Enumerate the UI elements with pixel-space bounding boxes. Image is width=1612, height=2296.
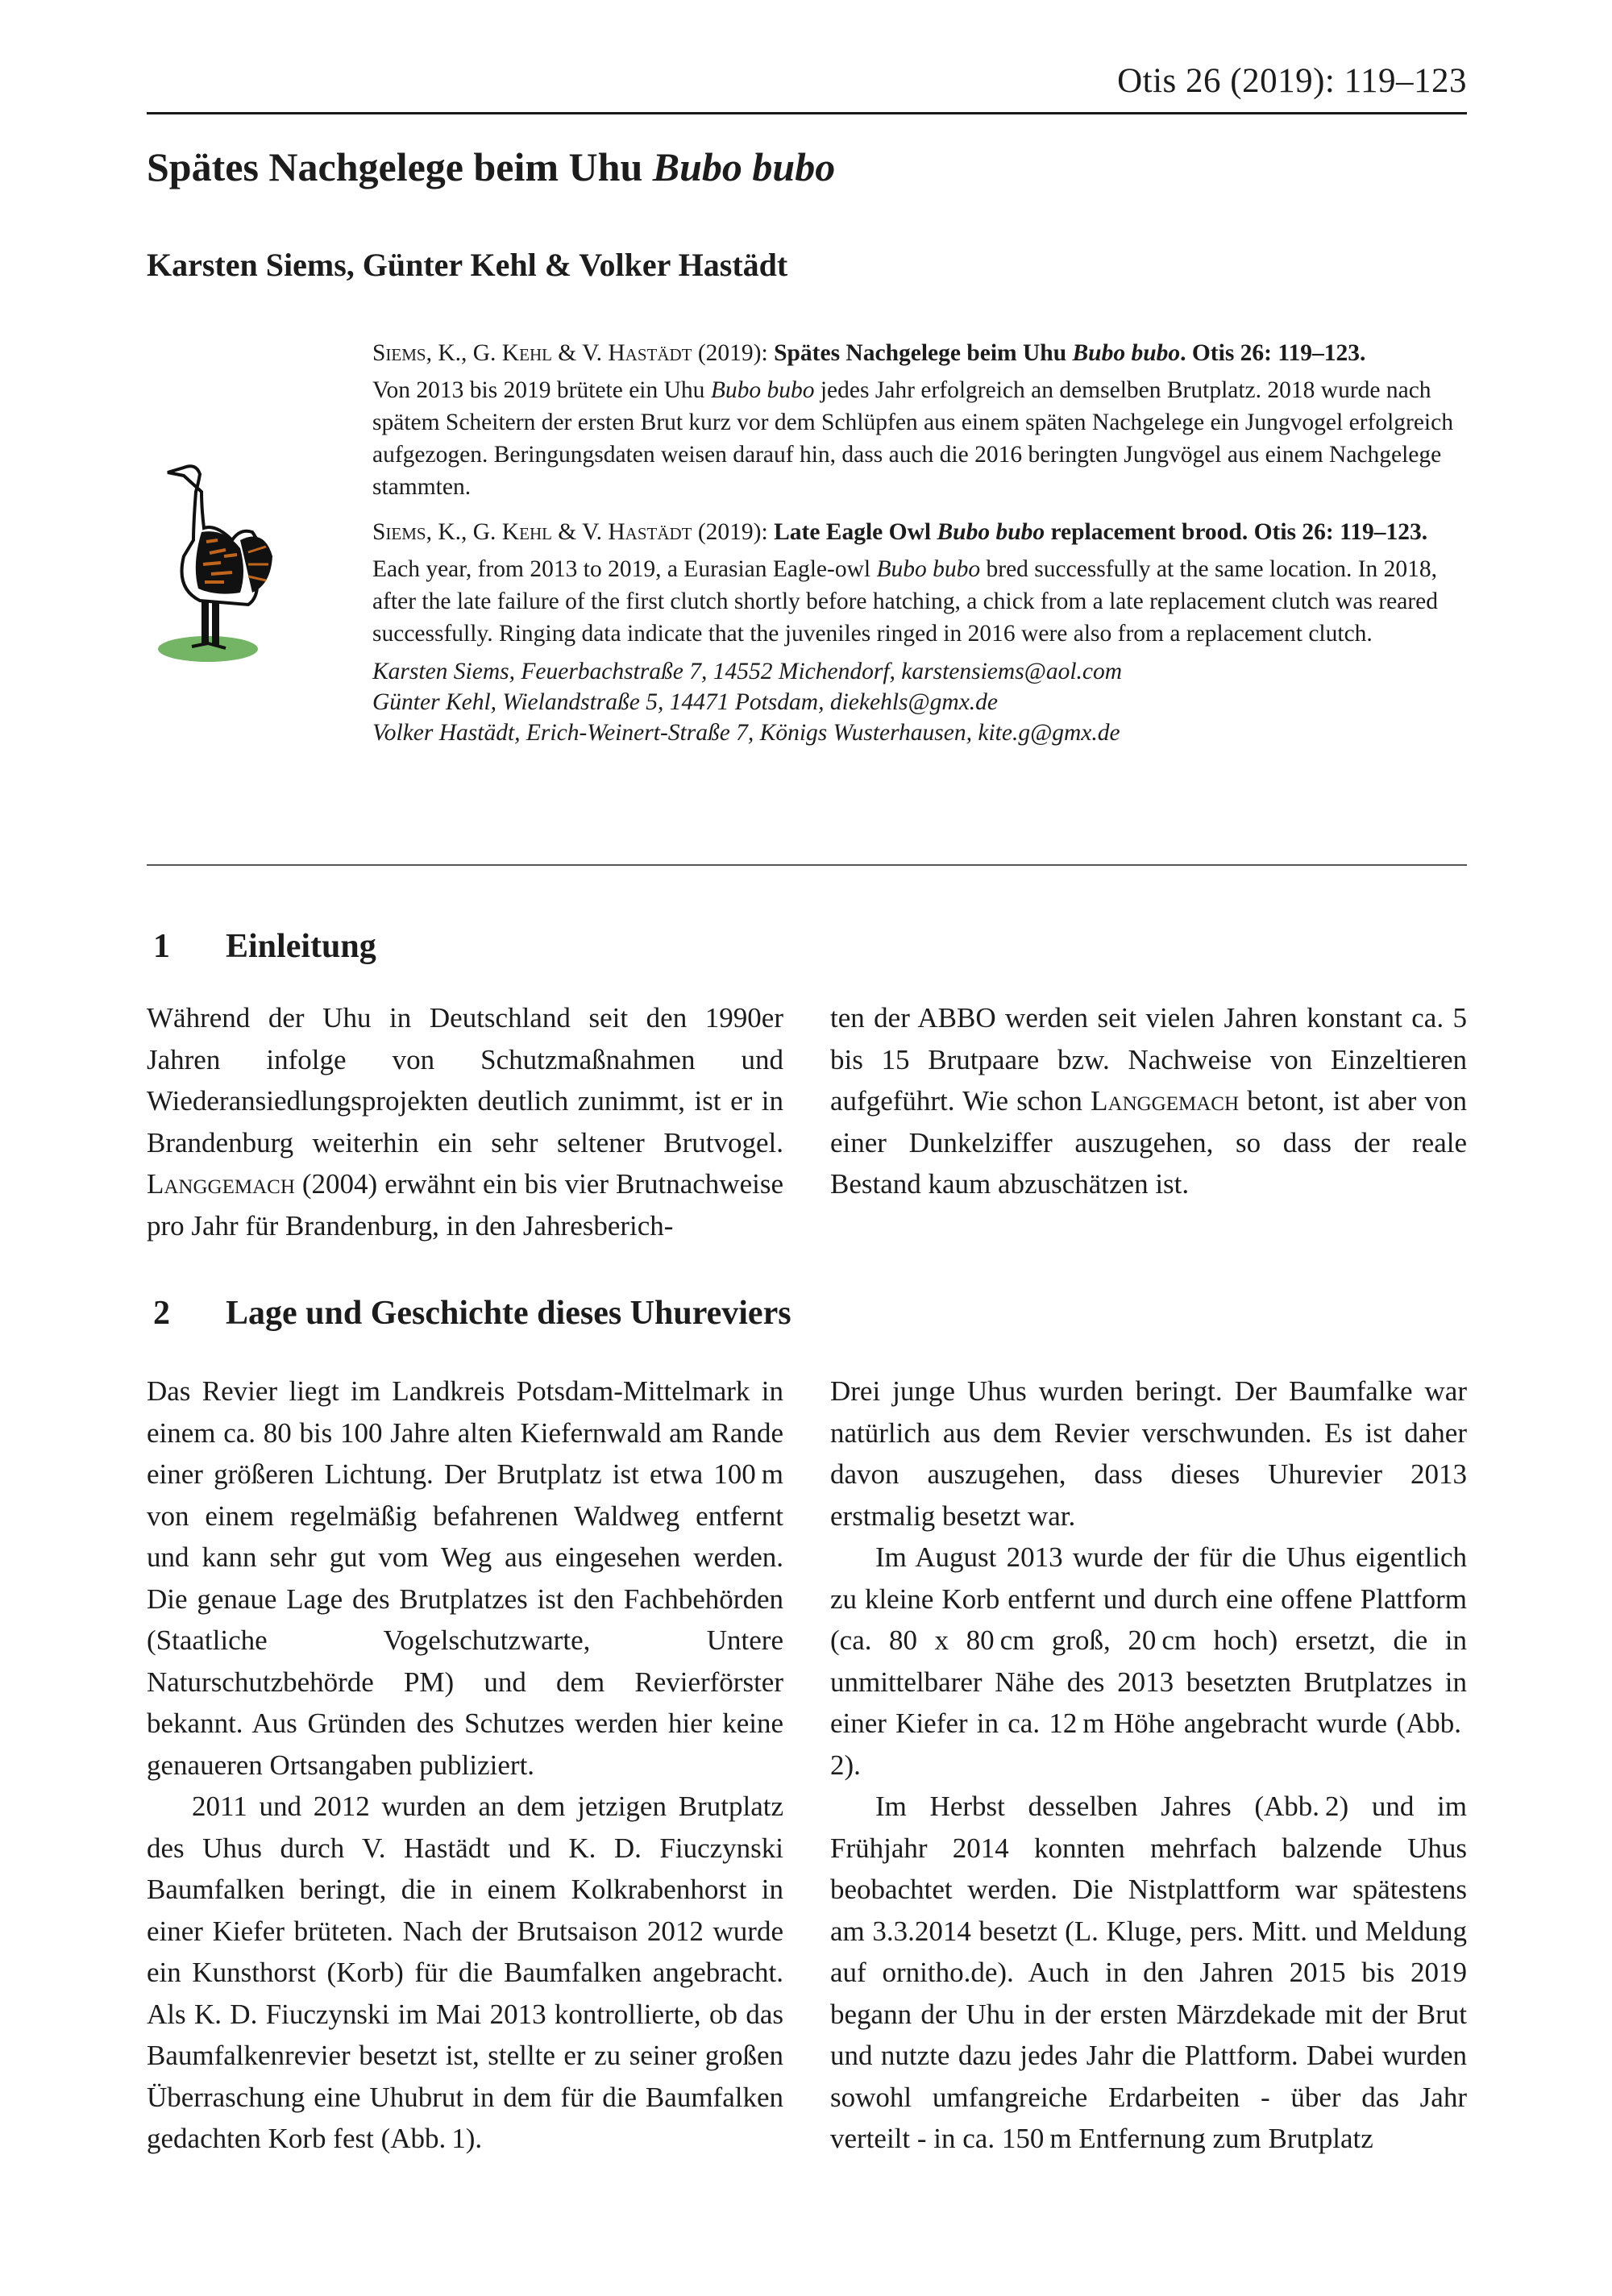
section-heading: 1 Einleitung bbox=[153, 928, 376, 965]
section-2-right-column bbox=[830, 1371, 1467, 2160]
abstract-de: Von 2013 bis 2019 brütete ein Uhu Bubo bubo jedes Jahr erfolgreich an demselben Brutplatz. 2018 wurde nach spätem Scheitern der ersten Brut kurz vor dem Schlüpfen aus einem späten Nachgelege ein Jungvogel erfolgreich aufgezogen. Beringungsdaten weisen darauf hin, dass auch die 2016 beringten Jungvögel aus einem Nachgelege stammten. bbox=[372, 377, 1453, 500]
author-address: Karsten Siems, Feuerbachstraße 7, 14552 Michendorf, karstensiems@aol.com bbox=[372, 659, 1123, 684]
citation-de: Siems, K., G. Kehl & V. Hastädt (2019): Spätes Nachgelege beim Uhu Bubo bubo. Otis 26: 119–123. bbox=[372, 340, 1366, 366]
citation-en: Siems, K., G. Kehl & V. Hastädt (2019): Late Eagle Owl Bubo bubo replacement brood. Otis 26: 119–123. bbox=[372, 519, 1428, 545]
title-main: Spätes Nachgelege beim Uhu bbox=[147, 144, 653, 189]
author-ref: Langgemach bbox=[147, 1168, 295, 1200]
section-1-right-column: ten der ABBO werden seit vielen Jahren konstant ca. 5 bis 15 Brutpaare bzw. Nachweise von Einzeltieren aufgeführt. Wie schon Langgemach betont, ist aber von einer Dunkelziffer auszugehen, so dass der reale Bestand kaum abzuschätzen ist. bbox=[830, 1002, 1467, 1200]
paragraph: Im August 2013 wurde der für die Uhus eigentlich zu kleine Korb entfernt und durch eine offene Plattform (ca. 80 x 80 cm groß, 20 cm hoch) ersetzt, die in unmittelbarer Nähe des 2013 besetzten Brutplatzes in einer Kiefer in ca. 12 m Höhe angebracht wurde (Abb. 2). bbox=[830, 1541, 1467, 1781]
running-head: Otis 26 (2019): 119–123 bbox=[1117, 62, 1467, 100]
article-title bbox=[147, 144, 835, 190]
section-heading: 2 Lage und Geschichte dieses Uhureviers bbox=[153, 1295, 791, 1332]
abstract-en: Each year, from 2013 to 2019, a Eurasian Eagle-owl Bubo bubo bred successfully at the same location. In 2018, after the late failure of the first clutch shortly before hatching, a chick from a late replacement clutch was reared successfully. Ringing data indicate that the juveniles ringed in 2016 were also from a replacement clutch. bbox=[372, 556, 1438, 647]
author-ref: Langgemach bbox=[1091, 1085, 1240, 1117]
paragraph: Das Revier liegt im Landkreis Potsdam-Mittelmark in einem ca. 80 bis 100 Jahre alten Kiefernwald am Rande einer größeren Lichtung. Der Brutplatz ist etwa 100 m von einem regelmäßig befahrenen Waldweg entfernt und kann sehr gut vom Weg aus eingesehen werden. Die genaue Lage des Brutplatzes ist den Fachbehörden (Staatliche Vogelschutzwarte, Untere Naturschutzbehörde PM) und dem Revierförster bekannt. Aus Gründen des Schutzes werden hier keine genaueren Ortsangaben publiziert. bbox=[147, 1375, 783, 1781]
header-rule bbox=[147, 112, 1467, 114]
abstract-block bbox=[372, 337, 1469, 748]
abstract-rule bbox=[147, 864, 1467, 866]
paragraph: Im Herbst desselben Jahres (Abb. 2) und im Frühjahr 2014 konnten mehrfach balzende Uhus beobachtet werden. Die Nistplattform war spätestens am 3.3.2014 besetzt (L. Kluge, pers. Mitt. und Meldung auf ornitho.de). Auch in den Jahren 2015 bis 2019 begann der Uhu in der ersten Märzdekade mit der Brut und nutzte dazu jedes Jahr die Plattform. Dabei wurden sowohl umfangreiche Erdarbeiten - über das Jahr verteilt - in ca. 150 m Entfernung zum Brutplatz bbox=[830, 1791, 1467, 2154]
paragraph: 2011 und 2012 wurden an dem jetzigen Brutplatz des Uhus durch V. Hastädt und K. D. Fiuczynski Baumfalken beringt, die in einem Kolkrabenhorst in einer Kiefer brüteten. Nach der Brutsaison 2012 wurde ein Kunsthorst (Korb) für die Baumfalken angebracht. Als K. D. Fiuczynski im Mai 2013 kontrollierte, ob das Baumfalkenrevier besetzt ist, stellte er zu seiner großen Überraschung eine Uhubrut in dem für die Baumfalken gedachten Korb fest (Abb. 1). bbox=[147, 1791, 783, 2154]
author-address: Günter Kehl, Wielandstraße 5, 14471 Potsdam, diekehls@gmx.de bbox=[372, 689, 999, 715]
author-address: Volker Hastädt, Erich-Weinert-Straße 7, Königs Wusterhausen, kite.g@gmx.de bbox=[372, 720, 1120, 746]
section-1-left-column: Während der Uhu in Deutschland seit den 1990er Jahren infolge von Schutzmaßnahmen und Wiederansiedlungsprojekten deutlich zunimmt, ist er in Brandenburg weiterhin ein sehr seltener Brutvogel. Langgemach (2004) erwähnt ein bis vier Brutnachweise pro Jahr für Brandenburg, in den Jahresberich- bbox=[147, 1002, 783, 1242]
article-authors: Karsten Siems, Günter Kehl & Volker Hastädt bbox=[147, 247, 788, 283]
great-bustard-icon bbox=[152, 451, 272, 669]
title-species: Bubo bubo bbox=[652, 144, 836, 189]
section-2-left-column bbox=[147, 1371, 783, 2160]
paragraph: Drei junge Uhus wurden beringt. Der Baumfalke war natürlich aus dem Revier verschwunden. Es ist daher davon auszugehen, dass dieses Uhurevier 2013 erstmalig besetzt war. bbox=[830, 1375, 1467, 1532]
